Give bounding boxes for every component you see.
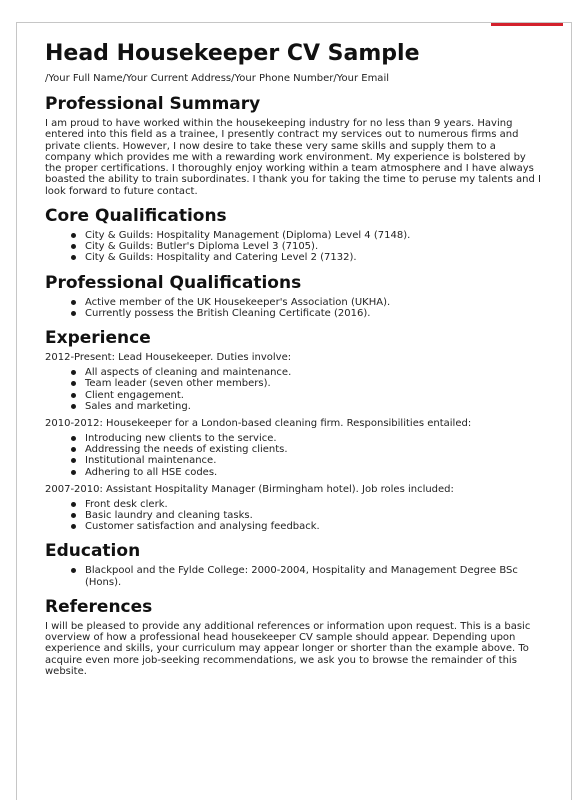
job-intro: 2007-2010: Assistant Hospitality Manager (Birmingham hotel). Job roles included: [45, 483, 454, 495]
list-item: Addressing the needs of existing clients. [71, 444, 545, 455]
list-item: Sales and marketing. [71, 401, 545, 412]
accent-bar [491, 23, 563, 26]
list-item: All aspects of cleaning and maintenance. [71, 367, 545, 378]
section-heading-core-qualifications: Core Qualifications [45, 206, 227, 227]
list-item: City & Guilds: Hospitality Management (Diploma) Level 4 (7148). [71, 230, 545, 241]
list-item: Customer satisfaction and analysing feedback. [71, 521, 545, 532]
document-title: Head Housekeeper CV Sample [45, 41, 420, 66]
list-item: Blackpool and the Fylde College: 2000-2004, Hospitality and Management Degree BSc (Hons). [71, 565, 545, 587]
section-heading-education: Education [45, 541, 141, 562]
job-intro: 2010-2012: Housekeeper for a London-based cleaning firm. Responsibilities entailed: [45, 417, 472, 429]
section-heading-references: References [45, 596, 153, 617]
list-item: Institutional maintenance. [71, 455, 545, 466]
job-intro: 2012-Present: Lead Housekeeper. Duties involve: [45, 352, 292, 364]
cv-content [45, 41, 545, 677]
list-item: Adhering to all HSE codes. [71, 467, 545, 478]
professional-summary-text: I am proud to have worked within the housekeeping industry for no less than 9 years. Having entered into this field as a trainee, I presently contract my services out to numerous firms and private clients. However, I now desire to take these very same skills and supply them to a company which provides me with a rewarding work environment. My experience is bolstered by the proper certifications. I thoroughly enjoy working within a team atmosphere and I have always boasted the ability to train subordinates. I thank you for taking the time to peruse my talents and I look forward to future contact. [45, 118, 541, 197]
job-duties-list [45, 367, 545, 412]
list-item: Basic laundry and cleaning tasks. [71, 510, 545, 521]
section-heading-experience: Experience [45, 328, 151, 349]
job-duties-list [45, 433, 545, 478]
professional-qualifications-list [45, 297, 545, 319]
contact-line: /Your Full Name/Your Current Address/Your Phone Number/Your Email [45, 73, 389, 84]
list-item: Client engagement. [71, 390, 545, 401]
list-item: City & Guilds: Butler's Diploma Level 3 (7105). [71, 241, 545, 252]
education-list [45, 565, 545, 587]
job-duties-list [45, 499, 545, 533]
list-item: Front desk clerk. [71, 499, 545, 510]
section-heading-professional-qualifications: Professional Qualifications [45, 272, 302, 293]
cv-page [16, 22, 572, 800]
list-item: Currently possess the British Cleaning Certificate (2016). [71, 308, 545, 319]
section-heading-professional-summary: Professional Summary [45, 94, 261, 114]
list-item: City & Guilds: Hospitality and Catering Level 2 (7132). [71, 252, 545, 263]
core-qualifications-list [45, 230, 545, 264]
list-item: Active member of the UK Housekeeper's Association (UKHA). [71, 297, 545, 308]
list-item: Introducing new clients to the service. [71, 433, 545, 444]
list-item: Team leader (seven other members). [71, 378, 545, 389]
references-text: I will be pleased to provide any additional references or information upon request. This is a basic overview of how a professional head housekeeper CV sample should appear. Depending upon experience and skills, your curriculum may appear longer or shorter than the example above. To acquire even more job-seeking recommendations, we ask you to browse the remainder of this website. [45, 620, 531, 677]
